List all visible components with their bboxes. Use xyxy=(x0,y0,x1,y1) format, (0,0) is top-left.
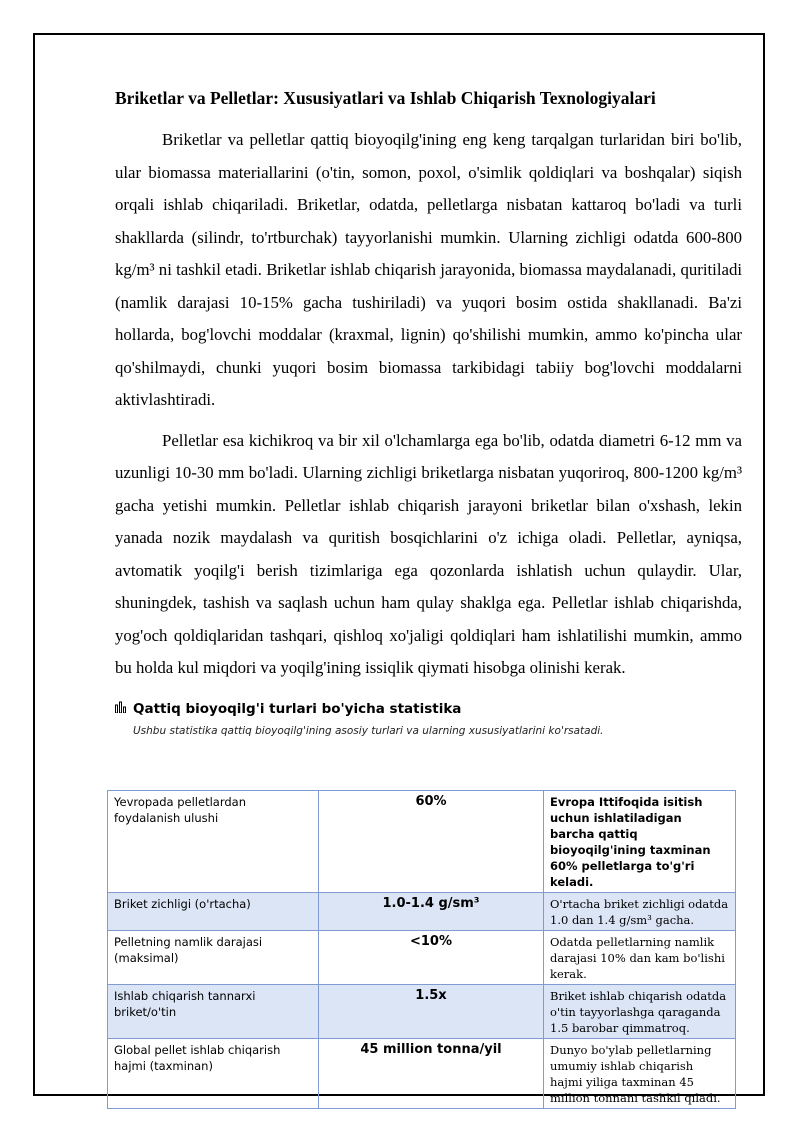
stats-title: Qattiq bioyoqilg'i turlari bo'yicha statistika xyxy=(133,700,462,717)
row-note: Dunyo bo'ylab pelletlarning umumiy ishlab chiqarish hajmi yiliga taxminan 45 million tonnani tashkil qiladi. xyxy=(544,1039,736,1109)
document-body xyxy=(115,84,742,737)
row-value: 1.5x xyxy=(319,985,544,1039)
bar-chart-icon xyxy=(115,701,127,716)
row-label: Pelletning namlik darajasi (maksimal) xyxy=(108,931,319,985)
stats-subtitle: Ushbu statistika qattiq bioyoqilg'ining asosiy turlari va ularning xususiyatlarini ko'rsatadi. xyxy=(133,724,604,737)
row-value: 60% xyxy=(319,791,544,893)
row-label: Briket zichligi (o'rtacha) xyxy=(108,893,319,931)
table-row xyxy=(108,1039,736,1109)
stats-heading xyxy=(115,701,742,717)
row-value: 45 million tonna/yil xyxy=(319,1039,544,1109)
row-label: Yevropada pelletlardan foydalanish ulushi xyxy=(108,791,319,893)
paragraph-briquettes: Briketlar va pelletlar qattiq bioyoqilg'ining eng keng tarqalgan turlaridan biri bo'lib, ular biomassa materiallarini (o'tin, somon, poxol, o'simlik qoldiqlari va boshqalar) siqish orqali ishlab chiqariladi. Briketlar, odatda, pelletlarga nisbatan kattaroq bo'ladi va turli shakllarda (silindr, to'rtburchak) tayyorlanishi mumkin. Ularning zichligi odatda 600-800 kg/m³ ni tashkil etadi. Briketlar ishlab chiqarish jarayonida, biomassa maydalanadi, quritiladi (namlik darajasi 10-15% gacha tushiriladi) va yuqori bosim ostida shakllanadi. Ba'zi hollarda, bog'lovchi moddalar (kraxmal, lignin) qo'shilishi mumkin, ammo ko'pincha ular qo'shilmaydi, chunki yuqori bosim biomassa tarkibidagi tabiiy bog'lovchi moddalarni aktivlashtiradi. xyxy=(115,130,742,409)
row-label: Ishlab chiqarish tannarxi briket/o'tin xyxy=(108,985,319,1039)
row-note: O'rtacha briket zichligi odatda 1.0 dan 1.4 g/sm³ gacha. xyxy=(544,893,736,931)
row-note: Evropa Ittifoqida isitish uchun ishlatiladigan barcha qattiq bioyoqilg'ining taxminan 60% pelletlarga to'g'ri keladi. xyxy=(544,791,736,893)
table-row xyxy=(108,985,736,1039)
row-value: <10% xyxy=(319,931,544,985)
table-row xyxy=(108,791,736,893)
row-note: Briket ishlab chiqarish odatda o'tin tayyorlashga qaraganda 1.5 barobar qimmatroq. xyxy=(544,985,736,1039)
paragraph-pellets: Pelletlar esa kichikroq va bir xil o'lchamlarga ega bo'lib, odatda diametri 6-12 mm va uzunligi 10-30 mm bo'ladi. Ularning zichligi briketlarga nisbatan yuqoriroq, 800-1200 kg/m³ gacha yetishi mumkin. Pelletlar ishlab chiqarish jarayoni briketlar bilan o'xshash, lekin yanada nozik maydalash va quritish bosqichlarini o'z ichiga oladi. Pelletlar, ayniqsa, avtomatik yoqilg'i berish tizimlariga ega qozonlarda ishlatish uchun qulaydir. Ular, shuningdek, tashish va saqlash uchun ham qulay shaklga ega. Pelletlar ishlab chiqarishda, yog'och qoldiqlaridan tashqari, qishloq xo'jaligi qoldiqlari ham ishlatilishi mumkin, ammo bu holda kul miqdori va yoqilg'ining issiqlik qiymati hisobga olinishi kerak. xyxy=(115,430,742,677)
row-note: Odatda pelletlarning namlik darajasi 10% dan kam bo'lishi kerak. xyxy=(544,931,736,985)
document-title: Briketlar va Pelletlar: Xususiyatlari va Ishlab Chiqarish Texnologiyalari xyxy=(115,88,656,108)
stats-table xyxy=(107,790,736,1109)
table-row xyxy=(108,893,736,931)
row-label: Global pellet ishlab chiqarish hajmi (taxminan) xyxy=(108,1039,319,1109)
row-value: 1.0-1.4 g/sm³ xyxy=(319,893,544,931)
table-row xyxy=(108,931,736,985)
